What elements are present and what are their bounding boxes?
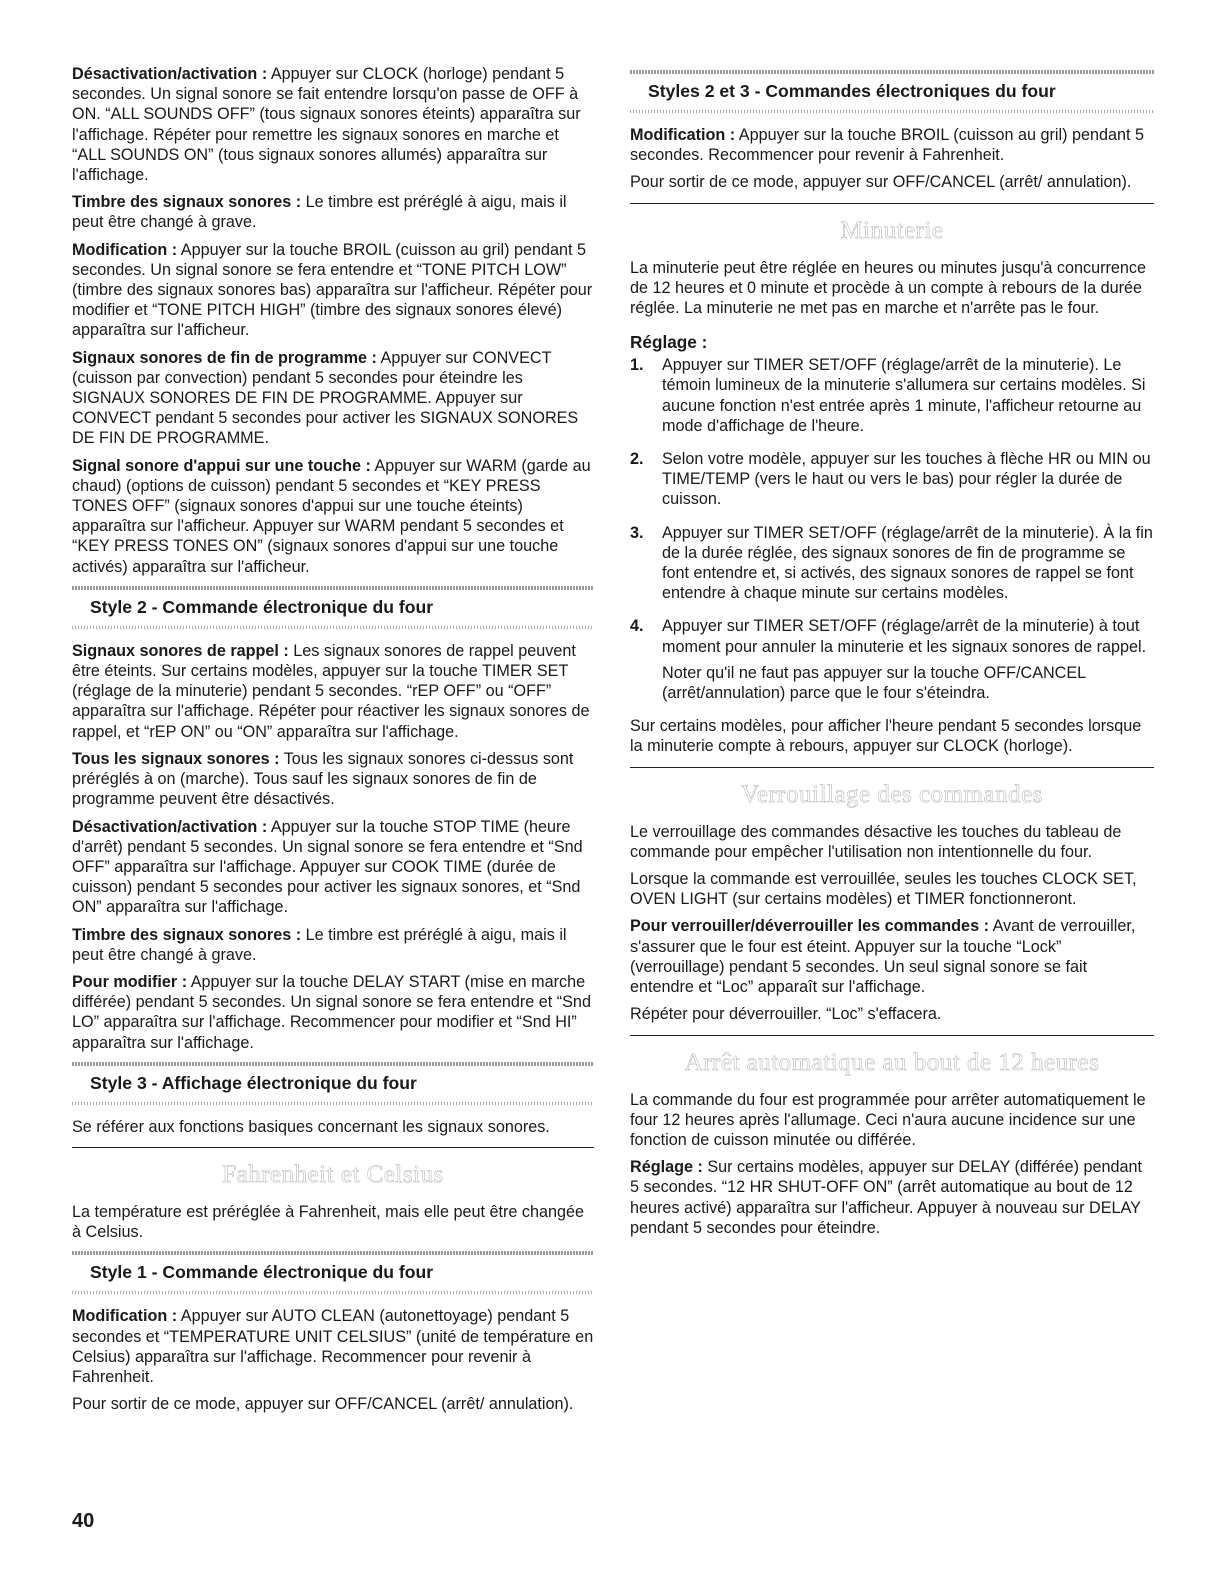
paragraph: Sur certains modèles, pour afficher l'heure pendant 5 secondes lorsque la minuterie compte à rebours, appuyer sur CLOCK (horloge). — [630, 717, 1142, 756]
paragraph-text: Appuyer sur WARM (garde au chaud) (options de cuisson) pendant 5 secondes et “KEY PRESS TONES OFF” (signaux sonores d'appui sur une touche éteints) apparaîtra sur l'afficheur. Appuyer sur WARM pendant 5 secondes et “KEY PRESS TONES ON” (signaux sonores d'appui sur une touche activés) apparaîtra sur l'afficheur. — [72, 456, 591, 576]
paragraph-text: Appuyer sur la touche BROIL (cuisson au gril) pendant 5 secondes. Un signal sonore se fera entendre et “TONE PITCH LOW” (timbre des signaux sonores bas) apparaîtra sur l'afficheur. Répéter pour modifier et “TONE PITCH HIGH” (timbre des signaux sonores élevé) apparaîtra sur l'afficheur. — [72, 240, 593, 340]
paragraph — [72, 925, 594, 965]
style-1-heading — [72, 1251, 594, 1294]
styles-2-3-heading — [630, 70, 1154, 113]
minuterie-heading — [630, 203, 1154, 246]
paragraph-lead: Signaux sonores de rappel : — [72, 641, 289, 660]
steps-list — [630, 355, 1154, 709]
section-title: Verrouillage des commandes — [741, 780, 1043, 808]
list-item — [630, 449, 1154, 516]
paragraph-text: Les signaux sonores de rappel peuvent être éteints. Sur certains modèles, appuyer sur la touche TIMER SET (réglage de la minuterie) pendant 5 secondes. “rEP OFF” ou “OFF” apparaîtra sur l'affichage. Répéter pour réactiver les signaux sonores de rappel, et “rEP ON” ou “ON” apparaîtra sur l'affichage. — [72, 641, 590, 741]
list-item — [630, 616, 1154, 709]
step-number: 3. — [630, 523, 644, 542]
paragraph-text: Appuyer sur CLOCK (horloge) pendant 5 secondes. Un signal sonore se fait entendre lorsqu'on passe de OFF à ON. “ALL SOUNDS OFF” (tous signaux sonores éteints) apparaîtra sur l'affichage. Répéter pour remettre les signaux sonores en marche et “ALL SOUNDS ON” (tous signaux sonores allumés) apparaîtra sur l'affichage. — [72, 65, 581, 185]
paragraph: Le verrouillage des commandes désactive les touches du tableau de commande pour empêcher l'utilisation non intentionnelle du four. — [630, 822, 1122, 861]
reglage-subheading: Réglage : — [630, 332, 708, 353]
dotted-divider — [72, 1102, 594, 1105]
paragraph-lead: Signal sonore d'appui sur une touche : — [72, 456, 371, 475]
dotted-divider — [72, 626, 594, 629]
paragraph-text: Appuyer sur la touche STOP TIME (heure d'arrêt) pendant 5 secondes. Un signal sonore se fera entendre et “Snd OFF” apparaîtra sur l'affichage. Appuyer sur COOK TIME (durée de cuisson) pendant 5 secondes pour activer les signaux sonores, et “Snd ON” apparaîtra sur l'affichage. — [72, 817, 583, 917]
paragraph — [72, 192, 594, 232]
paragraph-lead: Timbre des signaux sonores : — [72, 193, 302, 212]
paragraph-lead: Réglage : — [630, 1158, 703, 1177]
style-3-title: Style 3 - Affichage électronique du four — [90, 1072, 417, 1093]
right-column — [630, 64, 1154, 1245]
step-text: Appuyer sur TIMER SET/OFF (réglage/arrêt de la minuterie) à tout moment pour annuler la minuterie et les signaux sonores de rappel. — [662, 617, 1147, 656]
paragraph: La température est préréglée à Fahrenheit, mais elle peut être changée à Celsius. — [72, 1202, 585, 1242]
paragraph — [72, 64, 594, 185]
section-rule — [630, 767, 1154, 768]
step-number: 1. — [630, 356, 644, 375]
paragraph-text: Avant de verrouiller, s'assurer que le four est éteint. Appuyer sur la touche “Lock” (verrouillage) pendant 5 secondes. Un seul signal sonore se fait entendre et “Loc” apparaît sur l'affichage. — [630, 917, 1136, 997]
paragraph-lead: Tous les signaux sonores : — [72, 749, 280, 768]
paragraph — [630, 1157, 1154, 1238]
style-2-heading — [72, 586, 594, 629]
section-rule — [72, 1147, 594, 1148]
paragraph — [72, 817, 594, 918]
paragraph — [72, 749, 594, 810]
paragraph-lead: Timbre des signaux sonores : — [72, 925, 302, 944]
paragraph: Pour sortir de ce mode, appuyer sur OFF/CANCEL (arrêt/ annulation). — [630, 173, 1132, 192]
paragraph: Répéter pour déverrouiller. “Loc” s'effacera. — [630, 1005, 942, 1024]
section-rule — [630, 1035, 1154, 1036]
paragraph: La minuterie peut être réglée en heures ou minutes jusqu'à concurrence de 12 heures et 0 minute et procède à un compte à rebours de la durée réglée. La minuterie ne met pas en marche et n'arrête pas le four. — [630, 258, 1147, 318]
paragraph-lead: Modification : — [72, 240, 178, 259]
paragraph — [630, 916, 1154, 997]
section-rule — [630, 203, 1154, 204]
paragraph — [72, 348, 594, 449]
section-title: Arrêt automatique au bout de 12 heures — [684, 1048, 1100, 1076]
style-2-title: Style 2 - Commande électronique du four — [90, 596, 434, 617]
paragraph: Pour sortir de ce mode, appuyer sur OFF/CANCEL (arrêt/ annulation). — [72, 1395, 574, 1414]
dotted-divider — [630, 110, 1154, 113]
paragraph: La commande du four est programmée pour arrêter automatiquement le four 12 heures après l'allumage. Ceci n'aura aucune incidence sur une fonction de cuisson minutée ou différée. — [630, 1090, 1146, 1149]
paragraph — [72, 972, 594, 1053]
paragraph — [630, 125, 1154, 165]
paragraph — [72, 240, 594, 341]
page-number: 40 — [72, 1510, 95, 1532]
section-title: Fahrenheit et Celsius — [222, 1160, 444, 1188]
step-number: 2. — [630, 450, 644, 469]
step-text: Appuyer sur TIMER SET/OFF (réglage/arrêt de la minuterie). À la fin de la durée réglée, des signaux sonores de fin de programme se font entendre et, si activés, des signaux sonores de rappel se font entendre à chaque minute sur certains modèles. — [662, 523, 1153, 603]
paragraph-lead: Modification : — [630, 126, 736, 144]
paragraph-text: Appuyer sur la touche DELAY START (mise en marche différée) pendant 5 secondes. Un signal sonore se fera entendre et “Snd LO” apparaîtra sur l'affichage. Recommencer pour modifier et “Snd HI” apparaîtra sur l'affichage. — [72, 972, 591, 1052]
paragraph-lead: Signaux sonores de fin de programme : — [72, 348, 377, 367]
paragraph-text: Appuyer sur la touche BROIL (cuisson au gril) pendant 5 secondes. Recommencer pour revenir à Fahrenheit. — [630, 126, 1145, 165]
paragraph-text: Le timbre est préréglé à aigu, mais il peut être changé à grave. — [72, 925, 567, 964]
paragraph-lead: Pour verrouiller/déverrouiller les commandes : — [630, 917, 989, 936]
styles-2-3-title: Styles 2 et 3 - Commandes électroniques du four — [648, 81, 1056, 101]
step-note: Noter qu'il ne faut pas appuyer sur la touche OFF/CANCEL (arrêt/annulation) parce que le four s'éteindra. — [662, 663, 1086, 703]
paragraph-lead: Pour modifier : — [72, 972, 188, 991]
section-title: Minuterie — [840, 216, 944, 244]
paragraph-text: Appuyer sur AUTO CLEAN (autonettoyage) pendant 5 secondes et “TEMPERATURE UNIT CELSIUS” (unité de température en Celsius) apparaîtra sur l'affichage. Recommencer pour revenir à Fahrenheit. — [72, 1307, 594, 1386]
paragraph-lead: Désactivation/activation : — [72, 817, 268, 836]
list-item — [630, 523, 1154, 610]
paragraph-text: Appuyer sur CONVECT (cuisson par convection) pendant 5 secondes pour éteindre les SIGNAUX SONORES DE FIN DE PROGRAMME. Appuyer sur CONVECT pendant 5 secondes pour activer les SIGNAUX SONORES DE FIN DE PROGRAMME. — [72, 348, 579, 448]
paragraph — [72, 1306, 594, 1387]
list-item — [630, 355, 1154, 442]
verrouillage-heading — [630, 767, 1154, 810]
dotted-divider — [72, 1291, 594, 1294]
paragraph-text: Tous les signaux sonores ci-dessus sont préréglés à on (marche). Tous sauf les signaux sonores de fin de programme peuvent être désactivés. — [72, 749, 574, 809]
step-number: 4. — [630, 617, 644, 636]
paragraph-text: Sur certains modèles, appuyer sur DELAY (différée) pendant 5 secondes. “12 HR SHUT-OFF ON” (arrêt automatique au bout de 12 heures activé) apparaîtra sur l'afficheur. Appuyer à nouveau sur DELAY pendant 5 secondes pour éteindre. — [630, 1158, 1142, 1237]
arret-automatique-heading — [630, 1035, 1154, 1078]
style-1-title: Style 1 - Commande électronique du four — [90, 1262, 434, 1283]
paragraph-lead: Désactivation/activation : — [72, 65, 268, 83]
paragraph-lead: Modification : — [72, 1307, 178, 1326]
paragraph — [72, 456, 594, 577]
step-text: Appuyer sur TIMER SET/OFF (réglage/arrêt de la minuterie). Le témoin lumineux de la minuterie s'allumera sur certains modèles. Si aucune fonction n'est entrée après 1 minute, l'afficheur retourne au mode d'affichage de l'heure. — [662, 356, 1146, 435]
paragraph-text: Le timbre est préréglé à aigu, mais il peut être changé à grave. — [72, 193, 567, 232]
paragraph: Se référer aux fonctions basiques concernant les signaux sonores. — [72, 1117, 550, 1136]
left-column — [72, 64, 594, 1421]
step-text: Selon votre modèle, appuyer sur les touches à flèche HR ou MIN ou TIME/TEMP (vers le haut ou vers le bas) pour régler la durée de cuisson. — [662, 450, 1151, 509]
paragraph: Lorsque la commande est verrouillée, seules les touches CLOCK SET, OVEN LIGHT (sur certains modèles) et TIMER fonctionneront. — [630, 870, 1137, 909]
paragraph — [72, 641, 594, 742]
style-3-heading — [72, 1062, 594, 1105]
fahrenheit-heading — [72, 1147, 594, 1190]
